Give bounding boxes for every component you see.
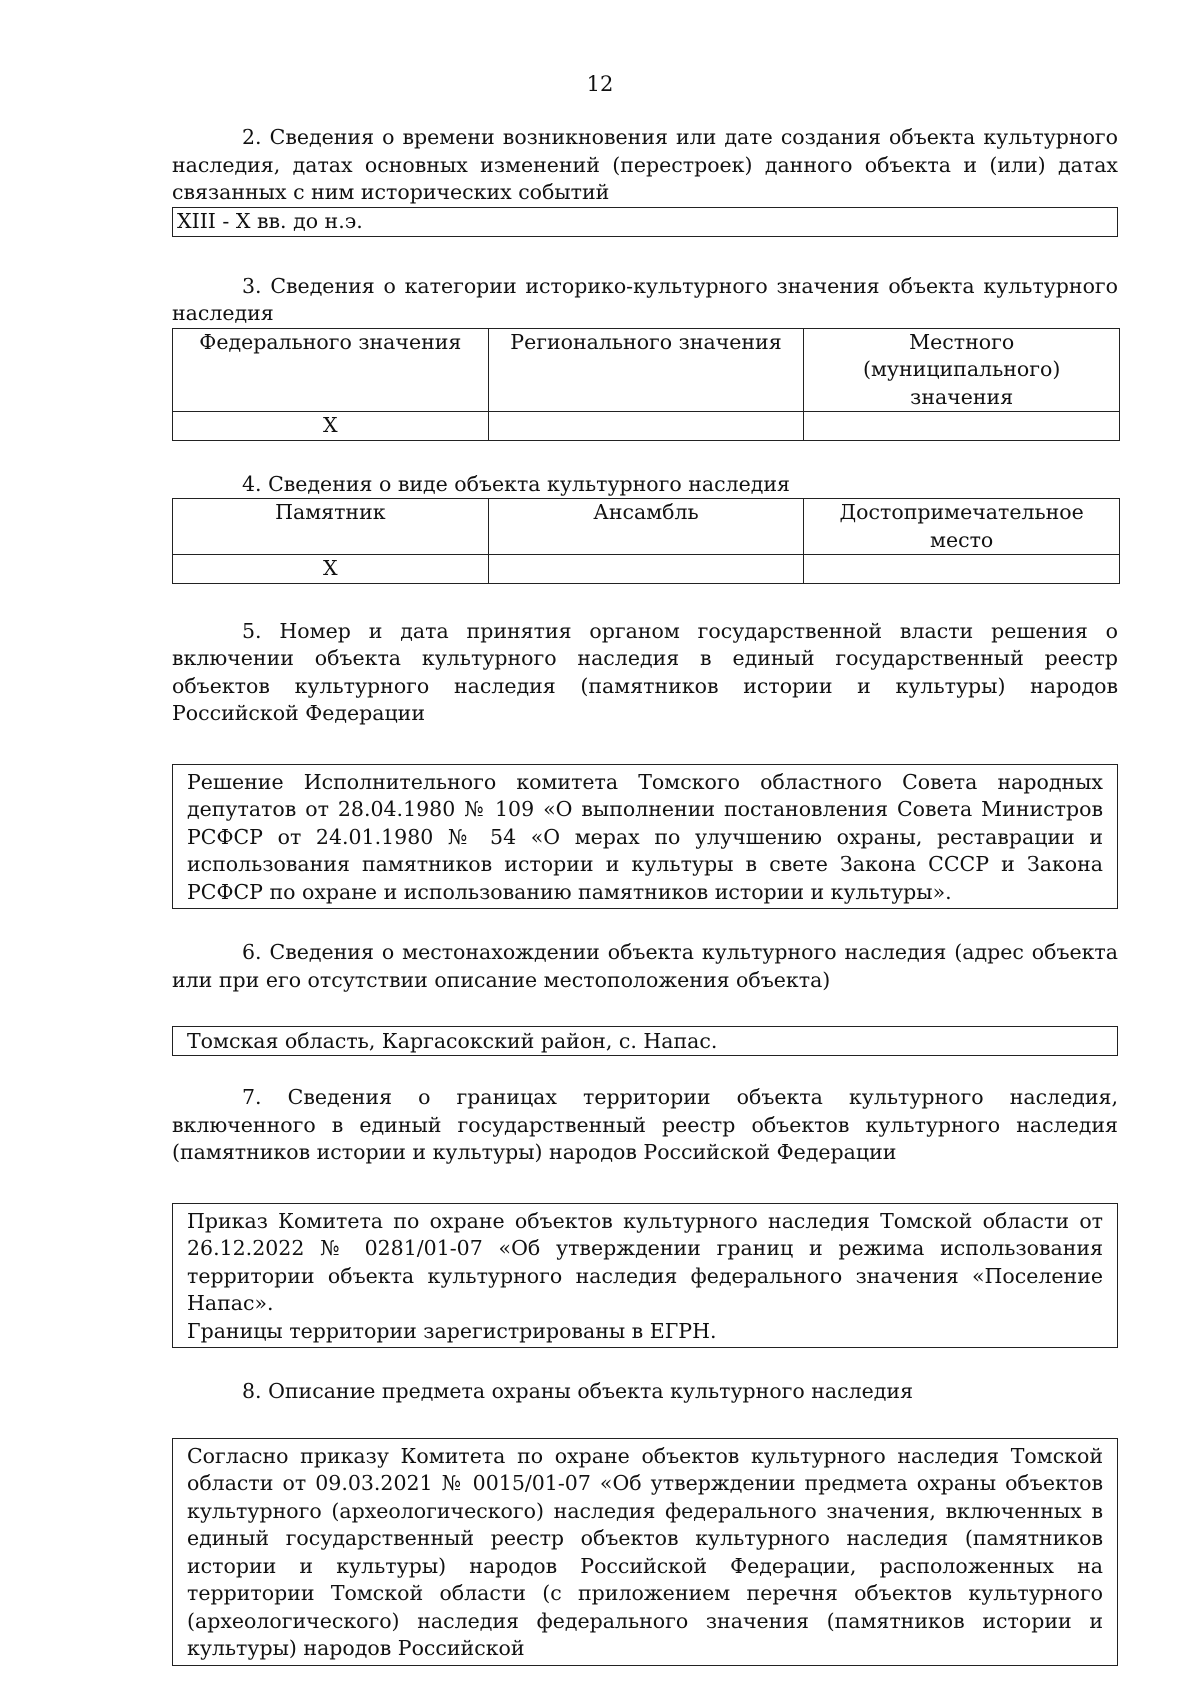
category-table-header-row	[173, 328, 1120, 412]
section-5-value: Решение Исполнительного комитета Томского областного Совета народных депутатов от 28.04.1980 № 109 «О выполнении постановления Совета Министров РСФСР от 24.01.1980 № 54 «О мерах по улучшению охраны, реставрации и использования памятников истории и культуры в свете Закона СССР и Закона РСФСР по охране и использованию памятников истории и культуры».	[187, 769, 1103, 904]
type-mark-monument: X	[173, 555, 489, 584]
category-header-federal: Федерального значения	[173, 328, 489, 412]
section-3-heading: 3. Сведения о категории историко-культурного значения объекта культурного наследия	[172, 273, 1118, 325]
section-4-heading: 4. Сведения о виде объекта культурного наследия	[242, 471, 790, 496]
type-mark-ensemble	[488, 555, 804, 584]
category-mark-local	[804, 412, 1120, 441]
section-7-value-line-2: Границы территории зарегистрированы в ЕГРН.	[187, 1318, 717, 1343]
section-7-heading: 7. Сведения о границах территории объекта культурного наследия, включенного в единый государственный реестр объектов культурного наследия (памятников истории и культуры) народов Российской Федерации	[172, 1085, 1118, 1164]
page-number: 12	[586, 72, 614, 96]
category-header-local: Местного (муниципального) значения	[804, 328, 1120, 412]
section-7-value-box	[172, 1203, 1118, 1349]
document-body	[172, 124, 1118, 1666]
section-8-value-box	[172, 1438, 1118, 1666]
section-6-value: Томская область, Каргасокский район, с. Напас.	[187, 1029, 718, 1053]
category-table	[172, 328, 1120, 441]
section-8-value: Согласно приказу Комитета по охране объектов культурного наследия Томской области от 09.03.2021 № 0015/01-07 «Об утверждении предмета охраны объектов культурного (археологического) наследия федерального значения, включенных в единый государственный реестр объектов культурного наследия (памятников истории и культуры) народов Российской Федерации, расположенных на территории Томской области (с приложением перечня объектов культурного (археологического) наследия федерального значения (памятников истории и культуры) народов Российской	[187, 1443, 1103, 1660]
section-6-heading: 6. Сведения о местонахождении объекта культурного наследия (адрес объекта или при его отсутствии описание местоположения объекта)	[172, 940, 1118, 992]
section-2-value-box	[172, 207, 1118, 237]
section-6-value-box	[172, 1026, 1118, 1056]
type-mark-landmark	[804, 555, 1120, 584]
type-table-header-row	[173, 499, 1120, 555]
section-2-heading: 2. Сведения о времени возникновения или дате создания объекта культурного наследия, датах основных изменений (перестроек) данного объекта и (или) датах связанных с ним исторических событий	[172, 125, 1118, 204]
category-mark-regional	[488, 412, 804, 441]
category-header-regional: Регионального значения	[488, 328, 804, 412]
section-8-heading: 8. Описание предмета охраны объекта культурного наследия	[242, 1379, 914, 1403]
type-header-landmark: Достопримечательное место	[804, 499, 1120, 555]
type-header-ensemble: Ансамбль	[488, 499, 804, 555]
category-mark-federal: X	[173, 412, 489, 441]
category-table-mark-row	[173, 412, 1120, 441]
type-table-mark-row	[173, 555, 1120, 584]
section-5-heading: 5. Номер и дата принятия органом государственной власти решения о включении объекта культурного наследия в единый государственный реестр объектов культурного наследия (памятников истории и культуры) народов Российской Федерации	[172, 618, 1118, 725]
section-7-value-line-1: Приказ Комитета по охране объектов культурного наследия Томской области от 26.12.2022 № 0281/01-07 «Об утверждении границ и режима использования территории объекта культурного наследия федерального значения «Поселение Напас».	[187, 1208, 1103, 1315]
section-5-value-box	[172, 764, 1118, 910]
section-2-value: XIII - X вв. до н.э.	[177, 208, 363, 233]
type-header-monument: Памятник	[173, 499, 489, 555]
type-table	[172, 498, 1120, 584]
